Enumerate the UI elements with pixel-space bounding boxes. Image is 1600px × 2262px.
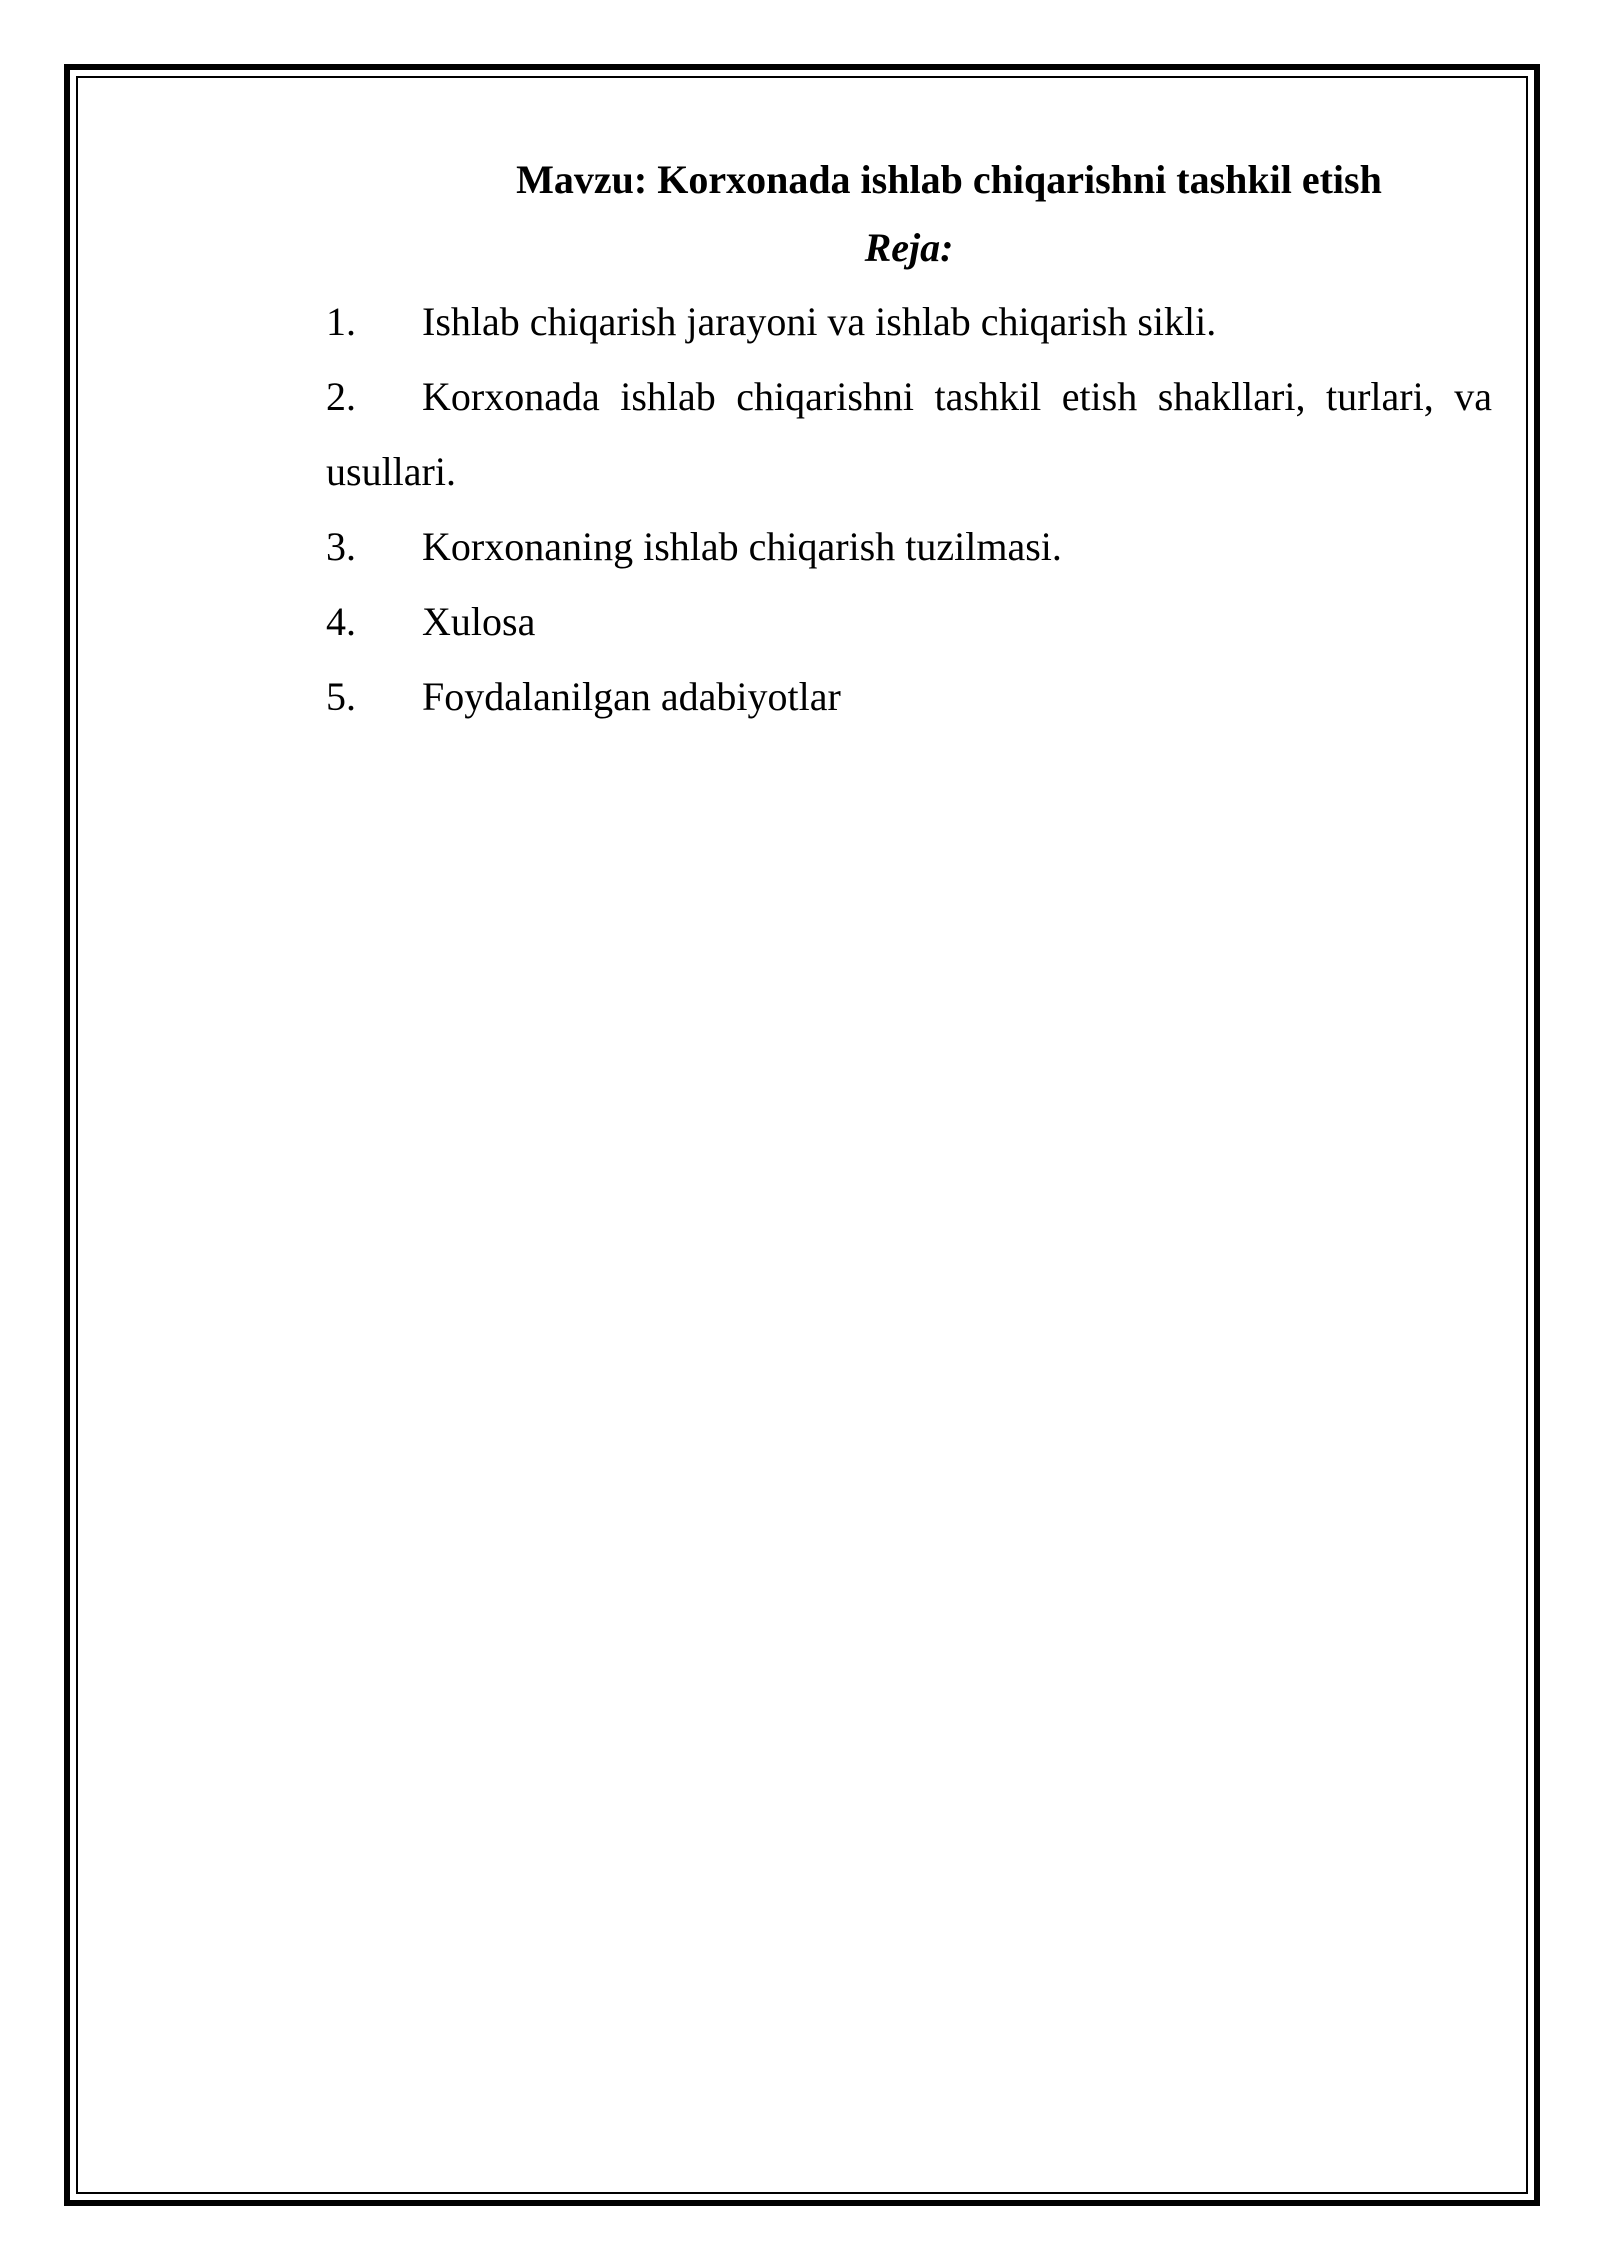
plan-item-number: 5.	[326, 674, 356, 719]
plan-item-text: Ishlab chiqarish jarayoni va ishlab chiqarish sikli.	[422, 299, 1217, 344]
plan-item-number: 4.	[326, 599, 356, 644]
plan-item-text: Foydalanilgan adabiyotlar	[422, 674, 841, 719]
page-content	[326, 148, 1492, 734]
plan-item-number: 2.	[326, 374, 356, 419]
plan-item	[326, 359, 1492, 509]
plan-item-text: Korxonada ishlab chiqarishni tashkil etish shakllari, turlari, va usullari.	[326, 374, 1492, 494]
plan-item-number: 3.	[326, 524, 356, 569]
plan-list	[326, 284, 1492, 734]
plan-item	[326, 584, 1492, 659]
plan-item-text: Korxonaning ishlab chiqarish tuzilmasi.	[422, 524, 1062, 569]
plan-item-number: 1.	[326, 299, 356, 344]
plan-item	[326, 659, 1492, 734]
plan-item-text: Xulosa	[422, 599, 536, 644]
page-title: Mavzu: Korxonada ishlab chiqarishni tashkil etish	[516, 157, 1382, 202]
plan-item	[326, 284, 1492, 359]
plan-heading: Reja:	[864, 225, 954, 270]
plan-item	[326, 509, 1492, 584]
